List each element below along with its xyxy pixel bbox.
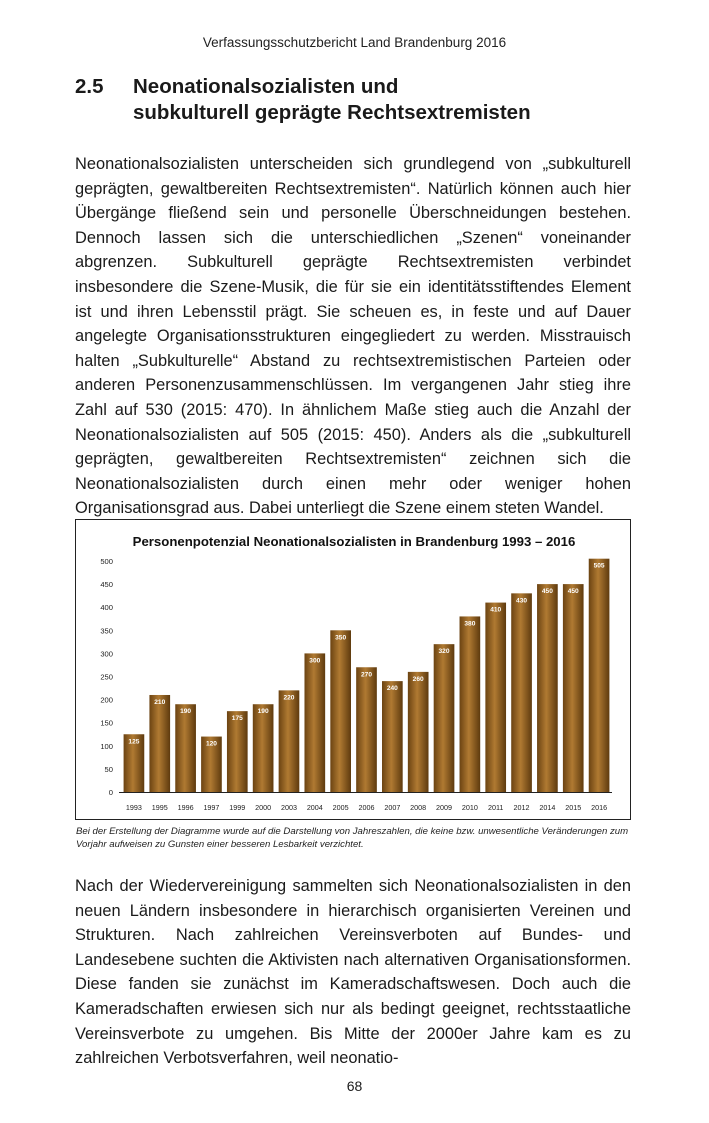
x-tick-label: 1997 — [203, 803, 220, 812]
bar-value-label: 430 — [516, 597, 528, 605]
x-tick-label: 1999 — [229, 803, 246, 812]
x-tick-label: 2011 — [487, 803, 504, 812]
x-tick-label: 2014 — [539, 803, 556, 812]
section-number: 2.5 — [75, 75, 104, 98]
y-tick-label: 250 — [100, 672, 113, 682]
bar — [485, 603, 506, 792]
y-tick-label: 150 — [100, 718, 113, 728]
y-tick-label: 200 — [100, 695, 113, 705]
bar — [382, 681, 403, 792]
body-paragraph-1: Neonationalsozialisten unterscheiden sich grundlegend von „subkulturell geprägten, gewaltbereiten Rechtsextremisten“. Natürlich können auch hier Übergänge fließend sein und personelle Überschneidungen bestehen. Dennoch lassen sich die unterschiedlichen „Szenen“ voneinander abgrenzen. Subkulturell geprägte Rechtsextremisten verbindet insbesondere die Szene-Musik, die für sie ein identitätsstiftendes Element ist und ihren Lebensstil prägt. Sie scheuen es, in feste und auf Dauer angelegte Organisationsstrukturen eingegliedert zu werden. Misstrauisch halten „Subkulturelle“ Abstand zu rechtsextremistischen Parteien oder anderen Personenzusammenschlüssen. Im vergangenen Jahr stieg ihre Zahl auf 530 (2015: 470). In ähnlichem Maße stieg auch die Anzahl der Neonationalsozialisten auf 505 (2015: 450). Anders als die „subkulturell geprägten, gewaltbereiten Rechtsextremisten“ zeichnen sich die Neonationalsozialisten durch einen mehr oder weniger hohen Organisationsgrad aus. Dabei unterliegt die Szene einem steten Wandel. — [75, 155, 631, 518]
bar-value-label: 320 — [438, 648, 450, 656]
bar-value-label: 450 — [567, 588, 579, 596]
bar-value-label: 220 — [283, 694, 295, 702]
y-tick-label: 450 — [100, 580, 113, 590]
bar — [589, 559, 610, 792]
section-title-line-2: subkulturell geprägte Rechtsextremisten — [133, 101, 531, 124]
section-title — [133, 74, 633, 126]
x-tick-label: 2006 — [358, 803, 375, 812]
y-tick-label: 500 — [100, 557, 113, 566]
bar-value-label: 240 — [386, 685, 398, 693]
body-paragraph-2: Nach der Wiedervereinigung sammelten sich Neonationalsozialisten in den neuen Ländern insbesondere in hierarchisch organisierten Vereinen und Strukturen. Nach zahlreichen Vereinsverboten auf Bundes- und Landesebene suchten die Aktivisten nach alternativen Organisationsformen. Diese fanden sie zunächst im Kameradschaftswesen. Doch auch die Kameradschaften erwiesen sich nur als bedingt geeignet, rechtsstaatliche Vereinsverbote zu umgehen. Bis Mitte der 2000er Jahre kam es zu zahlreichen Verbotsverfahren, weil neonatio- — [75, 877, 631, 1068]
bar — [434, 644, 455, 792]
bar-value-label: 270 — [360, 671, 373, 679]
bar-value-label: 380 — [464, 620, 476, 628]
bar — [279, 690, 300, 792]
bar — [511, 593, 532, 792]
bar-value-label: 210 — [154, 698, 166, 706]
bar — [149, 695, 170, 792]
running-header: Verfassungsschutzbericht Land Brandenburg 2016 — [202, 35, 507, 50]
y-tick-label: 0 — [108, 788, 113, 797]
y-tick-label: 50 — [104, 764, 113, 774]
bar-value-label: 450 — [541, 588, 553, 596]
bar — [227, 711, 248, 792]
y-axis — [100, 557, 113, 797]
x-tick-label: 2012 — [513, 803, 530, 812]
x-tick-label: 2007 — [384, 803, 401, 812]
bar-value-label: 190 — [257, 708, 269, 716]
bar — [408, 672, 429, 792]
x-tick-label: 1993 — [125, 803, 142, 812]
x-tick-label: 1995 — [151, 803, 168, 812]
x-axis — [119, 793, 612, 813]
bar-value-label: 260 — [412, 675, 424, 683]
chart-title: Personenpotenzial Neonationalsozialisten in Brandenburg 1993 – 2016 — [132, 534, 576, 549]
x-tick-label: 2009 — [436, 803, 453, 812]
page-number: 68 — [346, 1078, 363, 1094]
bar — [330, 630, 351, 792]
x-tick-label: 1996 — [177, 803, 194, 812]
bar-value-label: 120 — [205, 740, 217, 748]
bar-value-label: 410 — [490, 606, 502, 614]
section-title-line-1: Neonationalsozialisten und — [133, 75, 399, 98]
y-tick-label: 300 — [100, 649, 113, 659]
bar-value-label: 505 — [593, 562, 605, 570]
bar-value-label: 300 — [309, 657, 321, 665]
chart-frame — [75, 519, 631, 820]
x-tick-label: 2015 — [565, 803, 582, 812]
bar — [304, 653, 325, 792]
x-tick-label: 2016 — [591, 803, 608, 812]
x-tick-label: 2000 — [255, 803, 272, 812]
bar-value-label: 125 — [128, 738, 140, 746]
bar-value-label: 175 — [231, 715, 243, 723]
y-tick-label: 100 — [100, 741, 113, 751]
bar — [175, 704, 196, 792]
bars — [124, 559, 610, 792]
x-tick-label: 2010 — [461, 803, 478, 812]
bar-value-label: 190 — [180, 708, 192, 716]
bar-chart — [76, 520, 632, 821]
x-tick-label: 2004 — [306, 803, 323, 812]
bar — [356, 667, 377, 792]
bar — [460, 616, 481, 792]
bar-value-label: 350 — [335, 634, 347, 642]
chart-caption: Bei der Erstellung der Diagramme wurde auf die Darstellung von Jahreszahlen, die keine bzw. unwesentliche Veränderungen zum Vorjahr aufweisen zu Gunsten einer besseren Lesbarkeit verzichtet. — [76, 826, 629, 850]
y-tick-label: 400 — [100, 603, 113, 613]
bar — [253, 704, 274, 792]
bar — [563, 584, 584, 792]
y-tick-label: 350 — [100, 626, 113, 636]
bar — [537, 584, 558, 792]
x-tick-label: 2003 — [280, 803, 297, 812]
x-tick-label: 2008 — [410, 803, 427, 812]
x-tick-label: 2005 — [332, 803, 349, 812]
